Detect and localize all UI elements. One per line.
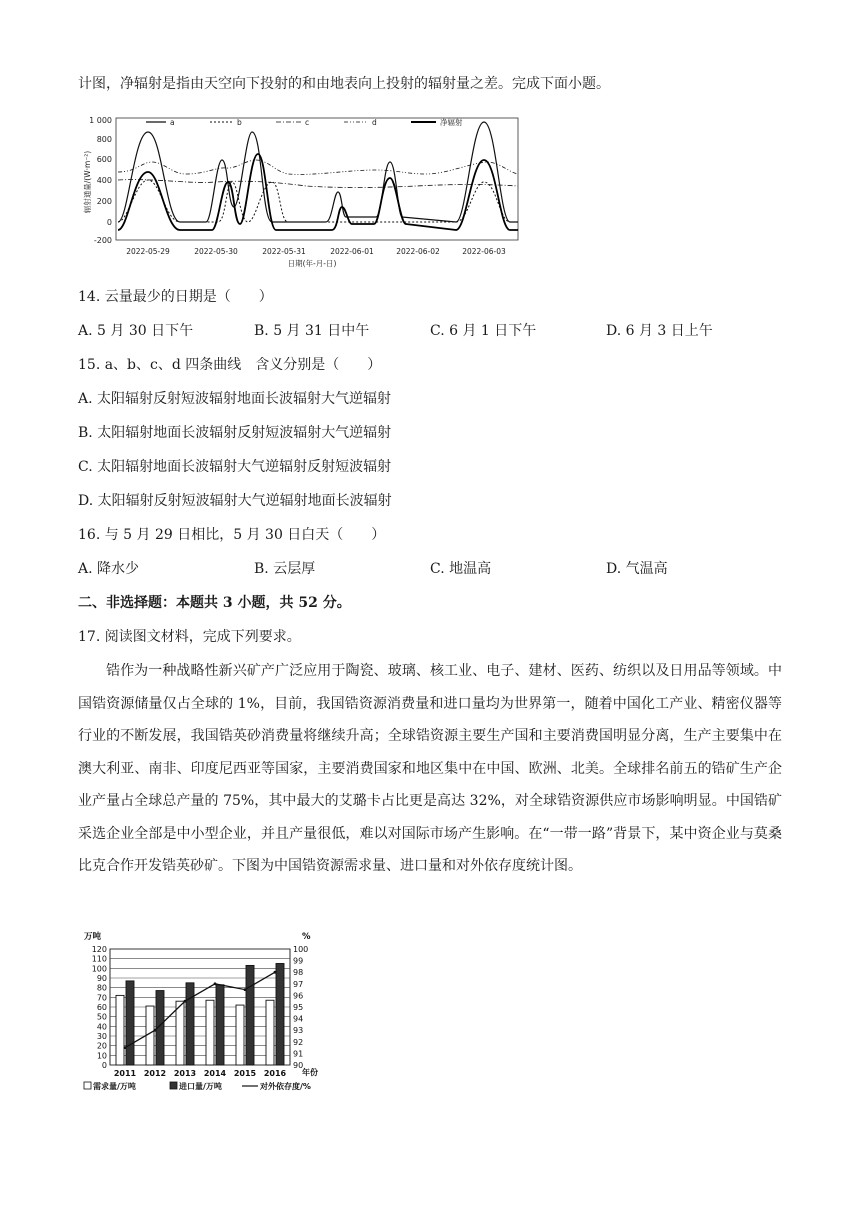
legend-demand-swatch xyxy=(84,1082,91,1089)
y-tick: 600 xyxy=(96,155,112,164)
left-tick: 90 xyxy=(96,974,107,983)
right-tick: 90 xyxy=(293,1061,304,1070)
right-tick: 99 xyxy=(293,956,304,966)
q15-option-d[interactable]: D. 太阳辐射反射短波辐射大气逆辐射地面长波辐射 xyxy=(78,493,392,509)
y-tick: 0 xyxy=(106,218,112,227)
left-tick: 60 xyxy=(96,1003,107,1012)
right-tick: 93 xyxy=(293,1026,304,1036)
right-tick: 97 xyxy=(293,979,304,989)
legend-import: 进口量/万吨 xyxy=(179,1082,222,1091)
bar-import xyxy=(246,965,254,1065)
q16-option-a[interactable]: A. 降水少 xyxy=(78,561,140,577)
y-tick: 1 000 xyxy=(89,116,112,125)
q14-option-c[interactable]: C. 6 月 1 日下午 xyxy=(430,323,537,339)
left-tick: 70 xyxy=(96,993,107,1003)
x-tick: 2015 xyxy=(233,1069,257,1078)
right-tick: 91 xyxy=(293,1049,304,1059)
right-tick: 95 xyxy=(293,1003,304,1012)
dependence-point xyxy=(124,1046,127,1049)
q14-option-a[interactable]: A. 5 月 30 日下午 xyxy=(78,323,194,339)
x-tick: 2022-06-03 xyxy=(462,247,506,256)
x-tick: 2022-05-31 xyxy=(262,247,306,256)
legend-import-swatch xyxy=(170,1082,177,1089)
x-tick: 2022-05-30 xyxy=(194,247,238,256)
left-tick: 80 xyxy=(96,983,107,993)
q16-option-d[interactable]: D. 气温高 xyxy=(606,561,668,577)
q15-option-a[interactable]: A. 太阳辐射反射短波辐射地面长波辐射大气逆辐射 xyxy=(78,391,392,407)
dependence-point xyxy=(244,988,247,991)
section-heading: 二、非选择题：本题共 3 小题，共 52 分。 xyxy=(78,595,351,611)
x-tick: 2016 xyxy=(263,1069,287,1078)
legend-a: a xyxy=(170,118,175,127)
intro-text: 计图，净辐射是指由天空向下投射的和由地表向上投射的辐射量之差。完成下面小题。 xyxy=(78,76,610,92)
q15-option-b[interactable]: B. 太阳辐射地面长波辐射反射短波辐射大气逆辐射 xyxy=(78,425,392,441)
q17-stem: 17. 阅读图文材料，完成下列要求。 xyxy=(78,629,301,645)
left-tick: 30 xyxy=(96,1032,107,1041)
dependence-point xyxy=(184,1000,187,1003)
right-tick: 100 xyxy=(293,945,309,954)
y-tick: 400 xyxy=(96,176,112,185)
left-tick: 20 xyxy=(96,1041,107,1051)
radiation-chart xyxy=(76,112,526,272)
legend-demand: 需求量/万吨 xyxy=(93,1082,136,1091)
bar-demand xyxy=(146,1006,154,1065)
q14-option-b[interactable]: B. 5 月 31 日中午 xyxy=(254,323,370,339)
left-tick: 110 xyxy=(91,954,107,964)
q17-passage: 锆作为一种战略性新兴矿产广泛应用于陶瓷、玻璃、核工业、电子、建材、医药、纺织以及日用品等领域。中国锆资源储量仅占全球的 1%，目前，我国锆资源消费量和进口量均为世界第一，随着中国化工产业、精密仪器等行业的不断发展，我国锆英砂消费量将继续升高；全球锆资源主要生产国和主要消费国明显分离，生产主要集中在澳大利亚、南非、印度尼西亚等国家，主要消费国家和地区集中在中国、欧洲、北美。全球排名前五的锆矿生产企业产量占全球总产量的 75%，其中最大的艾璐卡占比更是高达 32%，对全球锆资源供应市场影响明显。中国锆矿采选企业全部是中小型企业，并且产量很低，难以对国际市场产生影响。在“一带一路”背景下，某中资企业与莫桑比克合作开发锆英砂矿。下图为中国锆资源需求量、进口量和对外依存度统计图。 xyxy=(78,663,782,874)
dependence-point xyxy=(214,982,217,985)
right-tick: 92 xyxy=(293,1037,304,1047)
x-tick: 2022-05-29 xyxy=(126,247,170,256)
x-tick: 2012 xyxy=(143,1069,167,1078)
q15-stem: 15. a、b、c、d 四条曲线 含义分别是（ ） xyxy=(78,357,382,373)
y-axis-label: 辐射通量/(W·m⁻²) xyxy=(83,150,92,214)
q14-stem: 14. 云量最少的日期是（ ） xyxy=(78,289,273,305)
right-tick: 98 xyxy=(293,968,304,978)
bar-import xyxy=(126,981,134,1065)
right-tick: 94 xyxy=(293,1014,304,1024)
bar-import xyxy=(276,964,284,1066)
y-tick: -200 xyxy=(93,236,112,245)
left-tick: 40 xyxy=(96,1022,107,1032)
y-tick: 800 xyxy=(96,135,112,144)
legend-b: b xyxy=(237,118,242,127)
bar-demand xyxy=(266,1000,274,1065)
bar-demand xyxy=(206,1000,214,1065)
bar-demand xyxy=(116,995,124,1065)
x-tick: 2014 xyxy=(203,1069,227,1078)
right-tick: 96 xyxy=(293,991,304,1001)
left-tick: 10 xyxy=(96,1051,107,1061)
bar-import xyxy=(216,985,224,1065)
bar-demand xyxy=(236,1005,244,1065)
left-tick: 50 xyxy=(96,1012,107,1022)
zirconium-chart xyxy=(78,925,338,1100)
left-unit-label: 万吨 xyxy=(84,932,102,942)
q16-option-b[interactable]: B. 云层厚 xyxy=(254,561,316,577)
left-tick: 100 xyxy=(91,964,107,974)
x-unit-label: 年份 xyxy=(302,1068,318,1077)
q15-option-c[interactable]: C. 太阳辐射地面长波辐射大气逆辐射反射短波辐射 xyxy=(78,459,392,475)
x-tick: 2013 xyxy=(173,1069,197,1078)
q16-stem: 16. 与 5 月 29 日相比，5 月 30 日白天（ ） xyxy=(78,527,386,543)
left-tick: 120 xyxy=(91,945,107,954)
x-tick: 2022-06-01 xyxy=(330,247,374,256)
x-tick: 2022-06-02 xyxy=(396,247,440,256)
x-tick: 2011 xyxy=(113,1069,137,1078)
x-axis-label: 日期(年-月-日) xyxy=(287,259,337,268)
q14-option-d[interactable]: D. 6 月 3 日上午 xyxy=(606,323,713,339)
q16-option-c[interactable]: C. 地温高 xyxy=(430,561,492,577)
legend-d: d xyxy=(372,118,377,127)
left-tick: 0 xyxy=(101,1061,107,1070)
right-unit-label: % xyxy=(302,932,311,942)
legend-dependence: 对外依存度/% xyxy=(260,1082,311,1091)
legend-c: c xyxy=(305,118,310,127)
legend-net: 净辐射 xyxy=(440,118,463,127)
bar-demand xyxy=(176,1001,184,1065)
dependence-point xyxy=(274,971,277,974)
dependence-point xyxy=(154,1029,157,1032)
y-tick: 200 xyxy=(96,197,112,206)
bar-import xyxy=(186,983,194,1065)
